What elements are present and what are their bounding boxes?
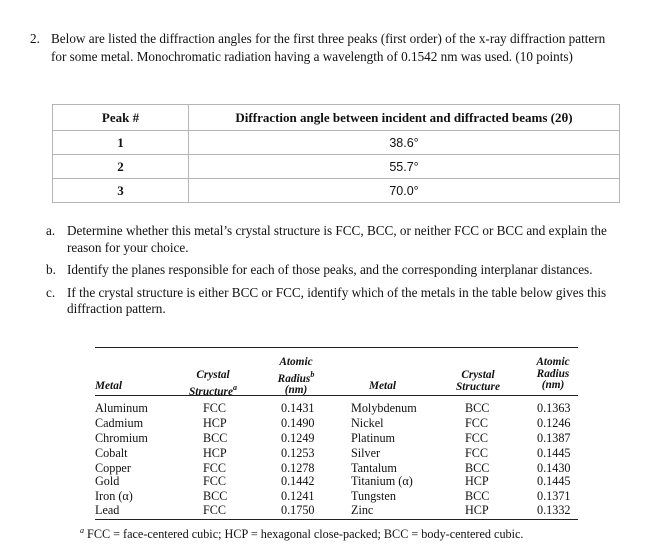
header-atomic: Atomic: [536, 356, 570, 368]
table-row: [53, 131, 620, 155]
part-text: If the crystal structure is either BCC or FCC, identify which of the metals in the table below gives this diffraction pattern.: [67, 284, 607, 316]
peak-angle: 38.6°: [189, 131, 620, 155]
atomic-radius: 0.1371: [537, 489, 571, 503]
table-row: [95, 431, 578, 446]
header-metal-2: Metal: [369, 380, 396, 392]
atomic-radius: 0.1332: [537, 503, 571, 517]
header-atomic-radius-2: [523, 357, 583, 392]
atomic-radius: 0.1246: [537, 416, 571, 430]
part-label: b.: [46, 262, 56, 277]
part-label: c.: [46, 284, 56, 300]
atomic-radius: 0.1442: [281, 474, 315, 488]
header-radius: Radius: [277, 372, 311, 385]
footnote-marker: a: [80, 526, 84, 535]
metal-name: Nickel: [351, 416, 384, 430]
metal-name: Silver: [351, 446, 381, 460]
part-text: Identify the planes responsible for each of those peaks, and the corresponding interplanar distances.: [67, 262, 593, 277]
table-row: [95, 401, 578, 416]
header-radius: Radius: [536, 367, 570, 380]
crystal-structure: BCC: [465, 401, 490, 415]
crystal-structure: HCP: [465, 474, 489, 488]
header-crystal-structure-2: [447, 370, 509, 393]
crystal-structure: BCC: [465, 461, 490, 475]
crystal-structure: FCC: [465, 431, 489, 445]
table-row: [95, 503, 578, 518]
metal-name: Cobalt: [95, 446, 128, 460]
part-b: [46, 262, 622, 279]
question-number: 2.: [30, 31, 40, 46]
crystal-structure: FCC: [203, 503, 227, 517]
metal-name: Tantalum: [351, 461, 397, 475]
metal-name: Copper: [95, 461, 131, 475]
header-atomic: Atomic: [279, 356, 313, 368]
question-2: [30, 30, 622, 65]
crystal-structure: HCP: [203, 416, 227, 430]
metal-name: Aluminum: [95, 401, 148, 415]
atomic-radius: 0.1363: [537, 401, 571, 415]
atomic-radius: 0.1445: [537, 446, 571, 460]
metal-name: Lead: [95, 503, 120, 517]
header-unit: (nm): [284, 383, 308, 396]
part-text: Determine whether this metal’s crystal structure is FCC, BCC, or neither FCC or BCC and explain the reason for your choice.: [67, 223, 607, 255]
atomic-radius: 0.1253: [281, 446, 315, 460]
atomic-radius: 0.1445: [537, 474, 571, 488]
header-structure: Structure: [456, 380, 500, 393]
metal-name: Iron (α): [95, 489, 133, 503]
header-crystal-structure: [183, 370, 243, 398]
metal-name: Cadmium: [95, 416, 144, 430]
question-text: Below are listed the diffraction angles for the first three peaks (first order) of the x-ray diffraction pattern for some metal. Monochromatic radiation having a wavelength of 0.1542 nm was used. (10 points): [51, 31, 606, 64]
part-label: a.: [46, 223, 56, 238]
atomic-radius: 0.1241: [281, 489, 315, 503]
metal-name: Gold: [95, 474, 120, 488]
metal-name: Zinc: [351, 503, 374, 517]
peaks-table: [52, 104, 620, 203]
table-rule-bottom: [95, 519, 578, 520]
crystal-structure: BCC: [203, 431, 228, 445]
part-c: [46, 285, 622, 318]
table-row: [95, 474, 578, 489]
header-metal: Metal: [95, 380, 122, 392]
header-crystal: Crystal: [196, 369, 230, 381]
atomic-radius: 0.1249: [281, 431, 315, 445]
peak-number: 3: [53, 179, 189, 203]
metal-name: Molybdenum: [351, 401, 417, 415]
peak-number: 1: [53, 131, 189, 155]
crystal-structure: FCC: [203, 474, 227, 488]
header-structure: Structure: [189, 385, 233, 398]
atomic-radius: 0.1430: [537, 461, 571, 475]
peak-angle: 70.0°: [189, 179, 620, 203]
table-row: [95, 416, 578, 431]
header-angle: Diffraction angle between incident and diffracted beams (2θ): [189, 105, 620, 131]
crystal-structure: FCC: [203, 401, 227, 415]
peaks-table-header: [53, 105, 620, 131]
peak-angle: 55.7°: [189, 155, 620, 179]
metal-name: Tungsten: [351, 489, 396, 503]
atomic-radius: 0.1750: [281, 503, 315, 517]
crystal-structure: BCC: [203, 489, 228, 503]
metal-name: Chromium: [95, 431, 148, 445]
table-row: [95, 489, 578, 504]
part-a: [46, 223, 622, 256]
table-row: [53, 155, 620, 179]
table-row: [95, 446, 578, 461]
table-rule-header: [95, 395, 578, 396]
crystal-structure: HCP: [203, 446, 227, 460]
table-row: [53, 179, 620, 203]
atomic-radius: 0.1387: [537, 431, 571, 445]
crystal-structure: BCC: [465, 489, 490, 503]
crystal-structure: FCC: [203, 461, 227, 475]
metal-name: Titanium (α): [351, 474, 413, 488]
atomic-radius: 0.1278: [281, 461, 315, 475]
footnote-text: FCC = face-centered cubic; HCP = hexagonal close-packed; BCC = body-centered cubic.: [87, 527, 524, 542]
header-unit: (nm): [541, 379, 565, 391]
header-peak: Peak #: [53, 105, 189, 131]
crystal-structure: FCC: [465, 446, 489, 460]
table-rule-top: [95, 347, 578, 348]
crystal-structure: FCC: [465, 416, 489, 430]
header-radius-sup: b: [310, 369, 315, 379]
crystal-structure: HCP: [465, 503, 489, 517]
atomic-radius: 0.1431: [281, 401, 315, 415]
question-parts: [46, 223, 622, 324]
peak-number: 2: [53, 155, 189, 179]
header-atomic-radius: [265, 357, 327, 396]
atomic-radius: 0.1490: [281, 416, 315, 430]
metal-name: Platinum: [351, 431, 396, 445]
header-structure-sup: a: [232, 382, 237, 392]
header-crystal: Crystal: [461, 369, 495, 381]
table-footnote: [80, 526, 523, 542]
